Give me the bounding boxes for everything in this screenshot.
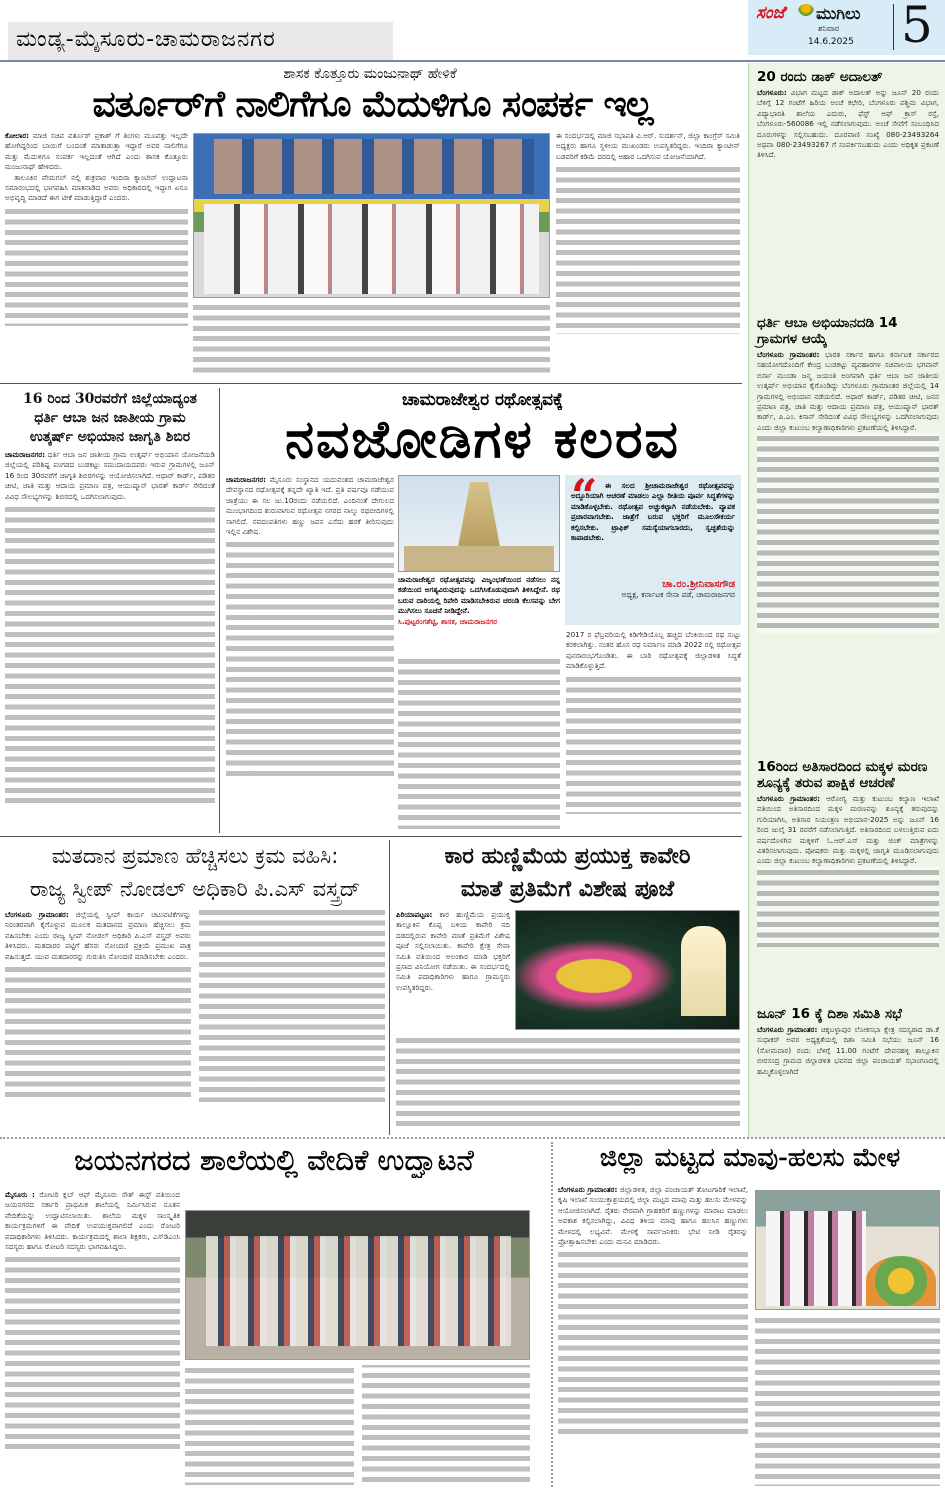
brief-dateline: ಬೆಂಗಳೂರು ಗ್ರಾಮಾಂತರ: [757,350,820,359]
top-story-kicker: ಶಾಸಕ ಕೊತ್ತೂರು ಮಂಜುನಾಥ್ ಹೇಳಿಕೆ [283,66,457,82]
school-story-headline: ಜಯನಗರದ ಶಾಲೆಯಲ್ಲಿ ವೇದಿಕೆ ಉದ್ಘಾಟನೆ [74,1143,474,1177]
temple-photo [398,475,560,572]
masthead-divider [893,4,894,50]
quote-author: ಚಾ.ರಂ.ಶ್ರೀನಿವಾಸಗೌಡ [662,579,735,590]
text-lines [5,1254,180,1454]
text-lines [396,1035,740,1130]
gram-story-text: ಧರ್ತಿ ಆಬಾ ಜನ ಜಾತೀಯ ಗ್ರಾಮ ಉತ್ಕರ್ಷ್ ಅಭಿಯಾನ ಯೋಜನೆಯಡಿ ಜಿಲ್ಲೆಯಲ್ಲಿ ಪರಿಶಿಷ್ಟ ಪಂಗಡದ ಬುಡಕಟ್ಟು ಸಮುದಾಯದವರು ಇರುವ ಗ್ರಾಮಗಳಲ್ಲಿ ಜೂನ್ 16 ರಿಂದ 30ರವರೆಗೆ ಜಾಗೃತಿ ಶಿಬಿರಗಳನ್ನು ಆಯೋಜಿಸಲಾಗಿದೆ. ಆಧಾರ್ ಕಾರ್ಡ್, ಪಡಿತರ ಚೀಟಿ, ಜಾತಿ ಮತ್ತು ಆದಾಯ ಪ್ರಮಾಣ ಪತ್ರ, ಆಯುಷ್ಮಾನ್ ಭಾರತ್ ಕಾರ್ಡ್ ಸೇರಿದಂತೆ ವಿವಿಧ ಸೌಲಭ್ಯಗಳನ್ನು ಶಿಬಿರದಲ್ಲಿ ಒದಗಿಸಲಾಗುವುದು. [5,450,215,501]
temple-caption-author: ಸಿ.ಪುಟ್ಟರಂಗಶೆಟ್ಟಿ, ಶಾಸಕ, ಚಾಮರಾಜನಗರ [398,616,498,626]
cauvery-story-body-col1 [396,910,510,1035]
sidebar-briefs [748,63,945,1138]
ratha-story-body-col1 [226,475,394,830]
quote-box [565,469,741,625]
brief-text: ಭಾರತ ಸರ್ಕಾರ ಹಾಗೂ ಕರ್ನಾಟಕ ಸರ್ಕಾರದ ಸಹಯೋಗದೊಂದಿಗೆ ಕೇಂದ್ರ ಬುಡಕಟ್ಟು ವ್ಯವಹಾರಗಳ ಸಚಿವಾಲಯ ಭಗವಾನ್ ಬಿರ್ಸಾ ಮುಂಡಾ ಜನ್ಮ ಜಯಂತಿ ಅಂಗವಾಗಿ ಧರ್ತಿ ಆಬಾ ಜನ ಜಾತೀಯ ಉತ್ಕರ್ಷ್ ಅಭಿಯಾನ ಕೈಗೊಂಡಿದ್ದು ಬೆಂಗಳೂರು ಗ್ರಾಮಾಂತರ ಜಿಲ್ಲೆಯಲ್ಲಿ 14 ಗ್ರಾಮಗಳಲ್ಲಿ ಅಭಿಯಾನ ನಡೆಯಲಿದೆ. ಆಧಾರ್ ಕಾರ್ಡ್, ಪಡಿತರ ಚೀಟಿ, ಜನನ ಪ್ರಮಾಣ ಪತ್ರ, ಜಾತಿ ಮತ್ತು ಆದಾಯ ಪ್ರಮಾಣ ಪತ್ರ, ಆಯುಷ್ಮಾನ್ ಭಾರತ್ ಕಾರ್ಡ್, ಪಿ.ಎಂ. ಕಿಸಾನ್ ಸೇರಿದಂತೆ ವಿವಿಧ ಸೌಲಭ್ಯಗಳನ್ನು ಒದಗಿಸಲಾಗುವುದು ಎಂದು ಜಿಲ್ಲಾ ಕುಟುಂಬ ಕಲ್ಯಾಣಾಧಿಕಾರಿಗಳು ಪ್ರಕಟಣೆಯಲ್ಲಿ ತಿಳಿಸಿದ್ದಾರೆ. [757,350,939,432]
mango-story-text: ಜಿಲ್ಲಾಡಳಿತ, ಜಿಲ್ಲಾ ಪಂಚಾಯತ್ ತೋಟಗಾರಿಕೆ ಇಲಾಖೆ, ಕೃಷಿ ಇಲಾಖೆ ಸಂಯುಕ್ತಾಶ್ರಯದಲ್ಲಿ ಜಿಲ್ಲಾ ಮಟ್ಟದ ಮಾವು ಮತ್ತು ಹಲಸು ಮೇಳವನ್ನು ಆಯೋಜಿಸಲಾಗಿದೆ. ರೈತರು ನೇರವಾಗಿ ಗ್ರಾಹಕರಿಗೆ ಹಣ್ಣುಗಳನ್ನು ಮಾರಾಟ ಮಾಡಲು ಅವಕಾಶ ಕಲ್ಪಿಸಲಾಗಿದ್ದು, ವಿವಿಧ ತಳಿಯ ಮಾವು ಹಾಗೂ ಹಲಸಿನ ಹಣ್ಣುಗಳು ಮೇಳದಲ್ಲಿ ಲಭ್ಯವಿವೆ. ಮೇಳಕ್ಕೆ ಸಾರ್ವಜನಿಕರು ಭೇಟಿ ನೀಡಿ ರೈತರನ್ನು ಪ್ರೋತ್ಸಾಹಿಸಬೇಕು ಎಂದು ಮನವಿ ಮಾಡಿದರು. [558,1185,748,1247]
column-divider [389,840,390,1135]
brief-headline: ಜೂನ್ 16 ಕ್ಕೆ ದಿಶಾ ಸಮಿತಿ ಸಭೆ [757,1006,902,1022]
mango-story-body-col2 [755,1315,940,1488]
temple-base [404,546,554,571]
group-people [206,1236,511,1346]
top-story-dateline: ಕೋಲಾರ: [5,131,30,140]
masthead-name-black: ಮುಗಿಲು [816,4,861,23]
text-lines [5,206,188,326]
school-story-body-col1 [5,1190,180,1488]
cauvery-headline-line: ಮಾತೆ ಪ್ರತಿಮೆಗೆ ವಿಶೇಷ ಪೂಜೆ [460,877,675,902]
text-lines [558,1249,748,1439]
brief-item [757,315,939,755]
brief-body [757,1025,939,1100]
mango-story-body-col1 [558,1185,748,1488]
text-lines [556,164,740,334]
photo-people [204,204,539,294]
cauvery-story-body-col2 [396,1035,740,1132]
header-rule [0,60,945,62]
temple-tower [457,482,501,552]
cauvery-story-headline [395,840,740,906]
column-divider [219,388,220,833]
page-number: 5 [901,0,933,54]
masthead-date: 14.6.2025 [808,37,854,47]
ratha-story-dateline: ಚಾಮರಾಜನಗರ: [226,475,267,484]
mango-story-dateline: ಬೆಂಗಳೂರು ಗ್ರಾಮಾಂತರ: [558,1185,618,1194]
palm-icon [798,4,814,18]
cauvery-story-dateline: ಪಿರಿಯಾಪಟ್ಟಣ: [396,910,433,919]
brief-body [757,794,939,1004]
top-story-para2: ತಾಲೂಕಿನ ವೇಮಗಲ್ ನಲ್ಲಿ ಶುಕ್ರವಾರ ಇಂದಿರಾ ಕ್ಯಾಂಟೀನ್ ಉದ್ಘಾಟನಾ ಸಮಾರಂಭದಲ್ಲಿ ಭಾಗವಹಿಸಿ ಮಾತನಾಡಿದ ಅವರು ಅಧಿಕಾರದಲ್ಲಿ ಇದ್ದಾಗ ಏನೂ ಅಭಿವೃದ್ಧಿ ಮಾಡದೆ ಈಗ ಟೀಕೆ ಮಾಡುತ್ತಿದ್ದಾರೆ ಎಂದರು. [5,172,188,203]
gram-story-headline [5,390,215,447]
mango-story-headline: ಜಿಲ್ಲಾ ಮಟ್ಟದ ಮಾವು-ಹಲಸು ಮೇಳ [599,1143,901,1173]
text-lines [226,539,394,779]
cauvery-story-text: ಕಾರ ಹುಣ್ಣಿಮೆಯ ಪ್ರಯುಕ್ತ ತಾಲ್ಲೂಕಿನ ಕೊಪ್ಪ ಬಳಿಯ ಕಾವೇರಿ ನದಿ ದಡದಲ್ಲಿರುವ ಕಾವೇರಿ ಮಾತೆ ಪ್ರತಿಮೆಗೆ ವಿಶೇಷ ಪೂಜೆ ಸಲ್ಲಿಸಲಾಯಿತು. ಕಾವೇರಿ ಕ್ಷೇತ್ರ ಸೇವಾ ಸಮಿತಿ ವತಿಯಿಂದ ಅಲಂಕಾರ ಮಾಡಿ ಭಕ್ತರಿಗೆ ಪ್ರಸಾದ ವಿನಿಯೋಗ ನಡೆಯಿತು. ಈ ಸಂದರ್ಭದಲ್ಲಿ ಸಮಿತಿ ಪದಾಧಿಕಾರಿಗಳು ಹಾಗೂ ಗ್ರಾಮಸ್ಥರು ಉಪಸ್ಥಿತರಿದ್ದರು. [396,910,510,992]
brief-item [757,69,939,313]
text-lines [185,1365,530,1485]
sweep-headline-line: ಮತದಾನ ಪ್ರಮಾಣ ಹೆಚ್ಚಿಸಲು ಕ್ರಮ ವಹಿಸಿ: [51,844,339,868]
text-lines [5,504,215,804]
people [766,1211,866,1306]
ratha-story-text: ಮೈಸೂರು ಸಂಸ್ಥಾನದ ಯದುವಂಶದ ಚಾಮರಾಜೇಶ್ವರ ದೇವಸ್ಥಾನದ ರಥೋತ್ಸವಕ್ಕೆ ತನ್ನದೇ ಖ್ಯಾತಿ ಇದೆ. ಪ್ರತಿ ವರ್ಷವೂ ನಡೆಯುವ ಜಾತ್ರೆಯು ಈ ಸಲ ಜು.10ರಂದು ನಡೆಯಲಿದೆ. ಎಂದಿನಂತೆ ದೇಗುಲದ ಮುಂಭಾಗದಿಂದ ಶುರುವಾಗುವ ರಥೋತ್ಸವ ನಗರದ ನಾಲ್ಕು ರಥಬೀದಿಗಳಲ್ಲಿ ಸಾಗಲಿದೆ. ನವದಂಪತಿಗಳು ಹಣ್ಣು ಜವನ ಎಸೆದು ಹರಕೆ ತೀರಿಸುವುದು ಇಲ್ಲಿನ ವಿಶೇಷ. [226,475,394,537]
brief-body [757,88,939,313]
ratha-story-body-col2 [398,656,560,831]
gram-story-body [5,450,215,830]
divider [0,1137,945,1139]
quote-mark-icon: “ [571,469,598,523]
fruit-pile [866,1256,936,1306]
column-divider [551,1142,553,1487]
top-story-headline: ವರ್ತೂರ್‌ಗೆ ನಾಲಿಗೆಗೂ ಮೆದುಳಿಗೂ ಸಂಪರ್ಕ ಇಲ್ಲ [92,84,653,125]
gram-headline-line: 16 ರಿಂದ 30ರವರೆಗೆ ಜಿಲ್ಲೆಯಾದ್ಯಂತ [23,391,197,407]
gram-story-dateline: ಚಾಮರಾಜನಗರ: [5,450,46,459]
text-lines [566,674,741,814]
brief-text: ವಿಭಾಗ ಮಟ್ಟದ ಡಾಕ್ ಅದಾಲತ್ ಅನ್ನು ಜೂನ್ 20 ರಂದು ಬೆಳಿಗ್ಗೆ 12 ಗಂಟೆಗೆ ಹಿರಿಯ ಅಂಚೆ ಕಛೇರಿ, ಬೆಂಗಳೂರು ಪಶ್ಚಿಮ ವಿಭಾಗ, ವಿದ್ಯಾಭಾರತಿ ಶಾಲೆಯ ಎದುರು, ಫೆಸ್ಟ್ ಆಫ್ ಕ್ರಾಸ್ ರಸ್ತೆ, ಬೆಂಗಳೂರು-560086 ಇಲ್ಲಿ ನಡೆಸಲಾಗುವುದು. ಅಂಚೆ ಸೇವೆಗೆ ಸಂಬಂಧಿಸಿದ ದೂರುಗಳನ್ನು ಸಲ್ಲಿಸಬಹುದು. ದೂರವಾಣಿ ಸಂಖ್ಯೆ 080-23493264 ಅಥವಾ 080-23493267 ಗೆ ಸಂಪರ್ಕಿಸಬಹುದು ಎಂದು ಅಧಿಕೃತ ಪ್ರಕಟಣೆ ತಿಳಿಸಿದೆ. [757,88,939,160]
temple-caption-text: ಚಾಮರಾಜೇಶ್ವರ ರಥೋತ್ಸವವನ್ನು ವಿಜೃಂಭಣೆಯಿಂದ ನಡೆಸಲು ನನ್ನ ಕಡೆಯಿಂದ ಅಗತ್ಯವಿರುವುದನ್ನು ಒದಗಿಸಿಕೊಡುವುದಾಗಿ ತಿಳಿಸಿದ್ದೇನೆ. ರಥ ಬರುವ ದಾರಿಯಲ್ಲಿ ರಿಪೇರಿ ಮಾಡಿಸಬೇಕಿರುವ ಚರಂಡಿ ಕೆಲಸವನ್ನು ಬೇಗ ಮುಗಿಸಲು ಸೂಚನೆ ನೀಡಿದ್ದೇನೆ. [398,575,560,616]
ratha-story-text2: 2017 ರ ಫೆಬ್ರವರಿಯಲ್ಲಿ ಕಿಡಿಗೇಡಿಯೊಬ್ಬ ಹಚ್ಚಿದ ಬೆಂಕಿಯಿಂದ ರಥ ಸುಟ್ಟು ಕರಕಲಾಗಿತ್ತು. ನಂತರ ಹೊಸ ರಥ ನಿರ್ಮಾಣ ಮಾಡಿ 2022 ರಲ್ಲಿ ರಥೋತ್ಸವ ಪುನರಾರಂಭಗೊಂಡಿತು. ಈ ಬಾರಿ ರಥೋತ್ಸವಕ್ಕೆ ಜಿಲ್ಲಾಡಳಿತ ಸಿದ್ಧತೆ ಮಾಡಿಕೊಳ್ಳುತ್ತಿದೆ. [566,630,741,671]
text-lines [398,656,560,829]
shrine [681,926,726,1016]
brief-dateline: ಬೆಂಗಳೂರು ಗ್ರಾಮಾಂತರ: [757,1025,818,1034]
sweep-headline-line: ರಾಜ್ಯ ಸ್ವೀಪ್ ನೋಡಲ್ ಅಧಿಕಾರಿ ಪಿ.ಎಸ್ ವಸ್ತ್ರದ್ [29,877,361,901]
text-lines [193,302,550,378]
ratha-story-body-col3 [566,630,741,830]
brief-body [757,350,939,755]
photo-banner-faces [214,139,534,194]
top-story-body-col2 [193,302,550,380]
masthead-day: ಶನಿವಾರ [818,24,840,33]
top-story-para3: ಈ ಸಂದರ್ಭದಲ್ಲಿ ಮಾಜಿ ಸಭಾಪತಿ ವಿ.ಆರ್. ಸುದರ್ಶನ್, ಜಿಲ್ಲಾ ಕಾಂಗ್ರೆಸ್ ಸಮಿತಿ ಅಧ್ಯಕ್ಷರು ಹಾಗೂ ಸ್ಥಳೀಯ ಮುಖಂಡರು ಉಪಸ್ಥಿತರಿದ್ದರು. ಇಂದಿರಾ ಕ್ಯಾಂಟೀನ್ ಬಡವರಿಗೆ ಕಡಿಮೆ ದರದಲ್ಲಿ ಆಹಾರ ಒದಗಿಸುವ ಯೋಜನೆಯಾಗಿದೆ. [556,131,740,161]
top-story-photo [193,133,550,298]
brief-item [757,1006,939,1100]
text-lines [757,867,939,947]
cauvery-headline-line: ಕಾರ ಹುಣ್ಣಿಮೆಯ ಪ್ರಯುಕ್ತ ಕಾವೇರಿ [444,844,691,869]
brief-headline: ಧರ್ತಿ ಆಬಾ ಅಭಿಯಾನದಡಿ 14 ಗ್ರಾಮಗಳ ಆಯ್ಕೆ [757,315,898,347]
divider [0,836,742,837]
school-story-text: ರೋಟರಿ ಕ್ಲಬ್ ಆಫ್ ಮೈಸೂರು ಸೌತ್ ಈಸ್ಟ್ ವತಿಯಿಂದ ಜಯನಗರದ ಸರ್ಕಾರಿ ಪ್ರಾಥಮಿಕ ಶಾಲೆಯಲ್ಲಿ ನಿರ್ಮಿಸಿರುವ ನೂತನ ವೇದಿಕೆಯನ್ನು ಉದ್ಘಾಟಿಸಲಾಯಿತು. ಶಾಲೆಯ ಮಕ್ಕಳ ಸಾಂಸ್ಕೃತಿಕ ಕಾರ್ಯಕ್ರಮಗಳಿಗೆ ಈ ವೇದಿಕೆ ಉಪಯುಕ್ತವಾಗಲಿದೆ ಎಂದು ರೋಟರಿ ಪದಾಧಿಕಾರಿಗಳು ತಿಳಿಸಿದರು. ಕಾರ್ಯಕ್ರಮದಲ್ಲಿ ಶಾಲಾ ಶಿಕ್ಷಕರು, ಎಸ್‌ಡಿಎಂಸಿ ಸದಸ್ಯರು ಹಾಗೂ ರೋಟರಿ ಸದಸ್ಯರು ಭಾಗವಹಿಸಿದ್ದರು. [5,1190,180,1252]
brief-headline: 20 ರಂದು ಡಾಕ್ ಅದಾಲತ್ [757,69,883,85]
masthead-name-red: ಸಂಜೆ [756,3,785,23]
school-story-dateline: ಮೈಸೂರು : [5,1190,35,1199]
school-photo [185,1210,530,1360]
mango-photo [755,1190,940,1310]
top-story-body-col3 [556,131,740,381]
masthead [748,0,945,55]
quote-role: ಅಧ್ಯಕ್ಷ, ಕರ್ನಾಟಕ ಸೇನಾ ಪಡೆ, ಚಾಮರಾಜನಗರ [621,590,735,599]
section-title: ಮಂಡ್ಯ-ಮೈಸೂರು-ಚಾಮರಾಜನಗರ [16,27,276,52]
text-lines [757,433,939,633]
sweep-story-text: ಜಿಲ್ಲೆಯಲ್ಲಿ ಸ್ವೀಪ್ ಕಾರ್ಯ ಚಟುವಟಿಕೆಗಳನ್ನು ನಿರಂತರವಾಗಿ ಕೈಗೊಳ್ಳುವ ಮೂಲಕ ಮತದಾನದ ಪ್ರಮಾಣ ಹೆಚ್ಚಿಸಲು ಕ್ರಮ ವಹಿಸಬೇಕು ಎಂದು ರಾಜ್ಯ ಸ್ವೀಪ್ ನೋಡಲ್ ಅಧಿಕಾರಿ ಪಿ.ಎಸ್ ವಸ್ತ್ರದ್ ಅವರು ತಿಳಿಸಿದರು. ಮತದಾರರ ಪಟ್ಟಿಗೆ ಹೆಸರು ನೋಂದಣಿ ಪ್ರಕ್ರಿಯೆ ಪ್ರಮುಖ ಪಾತ್ರ ವಹಿಸುತ್ತದೆ. ಯುವ ಮತದಾರರನ್ನು ಗುರುತಿಸಿ ನೋಂದಣಿ ಮಾಡಿಸಬೇಕು ಎಂದರು. [5,910,191,961]
text-lines [755,1315,940,1486]
ratha-story-headline: ನವಜೋಡಿಗಳ ಕಲರವ [285,410,680,470]
top-story-body-col1 [5,131,188,381]
ratha-story-kicker: ಚಾಮರಾಜೇಶ್ವರ ರಥೋತ್ಸವಕ್ಕೆ [402,390,563,410]
sweep-story-body [5,910,385,1132]
brief-text: ಆರೋಗ್ಯ ಮತ್ತು ಕುಟುಂಬ ಕಲ್ಯಾಣ ಇಲಾಖೆ ವತಿಯಿಂದ ಅತಿಸಾರದಿಂದ ಮಕ್ಕಳ ಮರಣವನ್ನು ಶೂನ್ಯಕ್ಕೆ ತರುವುದನ್ನು ಗುರಿಯಾಗಿಸಿ, ಅತಿಸಾರ ನಿಯಂತ್ರಣ ಅಭಿಯಾನ-2025 ಅನ್ನು ಜೂನ್ 16 ರಿಂದ ಜುಲೈ 31 ರವರೆಗೆ ನಡೆಸಲಾಗುತ್ತಿದೆ. ಅತಿಸಾರದಿಂದ ಬಳಲುತ್ತಿರುವ ಐದು ವರ್ಷದೊಳಗಿನ ಮಕ್ಕಳಿಗೆ ಓ.ಆರ್.ಎಸ್ ಮತ್ತು ಜಿಂಕ್ ಮಾತ್ರೆಗಳನ್ನು ವಿತರಿಸಲಾಗುವುದು. ಪೋಷಕರು ಮತ್ತು ಮಕ್ಕಳಲ್ಲಿ ಜಾಗೃತಿ ಮೂಡಿಸಲಾಗುವುದು ಎಂದು ಜಿಲ್ಲಾ ಕುಟುಂಬ ಕಲ್ಯಾಣಾಧಿಕಾರಿಗಳು ಪ್ರಕಟಣೆಯಲ್ಲಿ ತಿಳಿಸಿದ್ದಾರೆ. [757,794,939,866]
brief-dateline: ಬೆಂಗಳೂರು ಗ್ರಾಮಾಂತರ: [757,794,820,803]
brief-item [757,759,939,1004]
quote-text: ಈ ಸಲದ ಶ್ರೀಚಾಮರಾಜೇಶ್ವರ ರಥೋತ್ಸವವನ್ನು ಅದ್ದೂರಿಯಾಗಿ ಆಚರಣೆ ಮಾಡಲು ಎಲ್ಲಾ ರೀತಿಯ ಪೂರ್ವ ಸಿದ್ಧತೆಗಳನ್ನು ಮಾಡಿಕೊಳ್ಳಬೇಕು. ರಥೋತ್ಸವ ಅಚ್ಚುಕಟ್ಟಾಗಿ ನಡೆಯಬೇಕು. ವ್ಯಾಪಕ ಪ್ರಚಾರವಾಗಬೇಕು. ಜಾತ್ರೆಗೆ ಬರುವ ಭಕ್ತರಿಗೆ ಮೂಲಸೌಕರ್ಯ ಕಲ್ಪಿಸಬೇಕು. ಟ್ರಾಫಿಕ್ ಸಮಸ್ಯೆಯಾಗಬಾರದು, ಸ್ವಚ್ಛತೆಯನ್ನು ಕಾಪಾಡಬೇಕು. [571,481,735,543]
temple-caption [398,575,560,653]
brief-headline: 16ರಿಂದ ಅತಿಸಾರದಿಂದ ಮಕ್ಕಳ ಮರಣ ಶೂನ್ಯಕ್ಕೆ ತರುವ ಪಾಕ್ಷಿಕ ಆಚರಣೆ [757,759,928,791]
brief-text: ಚಿಕ್ಕಬಳ್ಳಾಪುರ ಲೋಕಸಭಾ ಕ್ಷೇತ್ರ ಸದಸ್ಯರಾದ ಡಾ.ಕೆ ಸುಧಾಕರ್ ಅವರ ಅಧ್ಯಕ್ಷತೆಯಲ್ಲಿ ದಿಶಾ ಸಮಿತಿ ಸಭೆಯು ಜೂನ್ 16 (ಸೋಮವಾರ) ರಂದು ಬೆಳಿಗ್ಗೆ 11.00 ಗಂಟೆಗೆ ದೇವನಹಳ್ಳಿ ತಾಲ್ಲೂಕಿನ ಬೀರಸಂದ್ರ ಗ್ರಾಮದ ಜಿಲ್ಲಾಡಳಿತ ಭವನದ ಜಿಲ್ಲಾ ಪಂಚಾಯತ್ ಸಭಾಂಗಣದಲ್ಲಿ ಹಮ್ಮಿಕೊಳ್ಳಲಾಗಿದೆ [757,1025,939,1076]
brief-dateline: ಬೆಂಗಳೂರು: [757,88,787,97]
sweep-story-dateline: ಬೆಂಗಳೂರು ಗ್ರಾಮಾಂತರ: [5,910,69,919]
school-story-body-col2 [185,1365,530,1488]
sweep-story-headline [5,840,385,906]
divider [0,383,742,384]
gram-headline-line: ಉತ್ಕರ್ಷ್ ಅಭಿಯಾನ ಜಾಗೃತಿ ಶಿಬಿರ [29,429,191,445]
top-story-lead: ಮಾಜಿ ಸಚಿವ ವರ್ತೂರ್ ಪ್ರಕಾಶ್ ಗೆ ತಿಂಗಳು ಮೂವತ್ತು ಇಲ್ಲದೇ ಹೋಗಿದ್ದರಿಂದ ಬಾಯಿಗೆ ಬಂದಂತೆ ಮಾತಾಡುತ್ತಾ ಇದ್ದಾರೆ ಅವರ ನಾಲಿಗೆಗೂ ಮತ್ತು ಮೆದುಳಿಗೂ ಸಂಪರ್ಕ ಇಲ್ಲದಂತೆ ಆಗಿದೆ ಎಂದು ಶಾಸಕ ಕೊತ್ತೂರು ಮಂಜುನಾಥ್ ಹೇಳಿದರು. [5,131,188,172]
cauvery-photo [515,910,740,1030]
gram-headline-line: ಧರ್ತಿ ಆಬಾ ಜನ ಜಾತೀಯ ಗ್ರಾಮ [34,410,186,426]
